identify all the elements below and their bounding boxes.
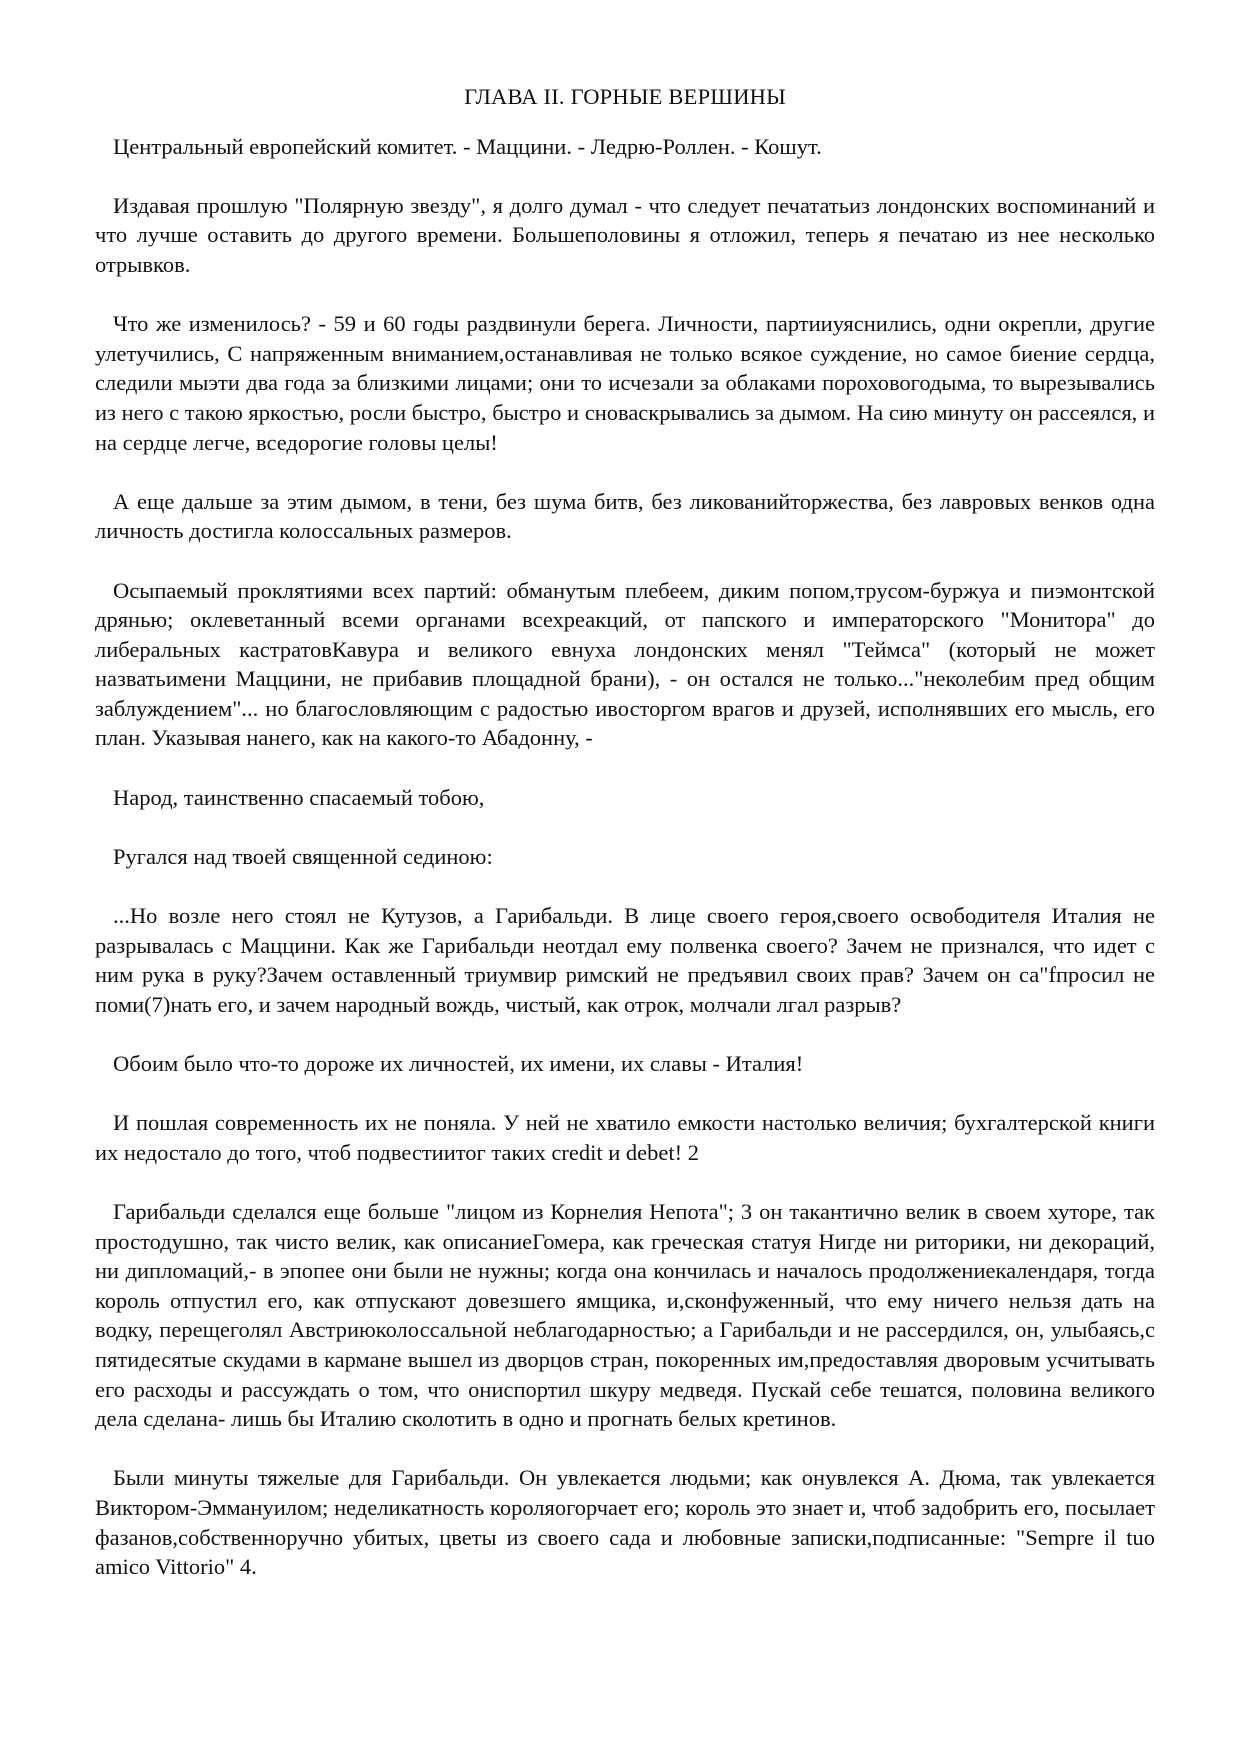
paragraph: Осыпаемый проклятиями всех партий: обманутым плебеем, диким попом,трусом-буржуа и пиэмонтской дрянью; оклеветанный всеми органами всехреакций, от папского и императорского "Монитора" до либеральных кастратовКавура и великого евнуха лондонских менял "Теймса" (который не может назватьимени Маццини, не прибавив площадной брани), - он остался не только..."неколебим пред общим заблуждением"... но благословляющим с радостью ивосторгом врагов и друзей, исполнявших его мысль, его план. Указывая нанего, как на какого-то Абадонну, - [95, 577, 1155, 751]
chapter-title: ГЛАВА II. ГОРНЫЕ ВЕРШИНЫ [464, 84, 786, 109]
verse-line: Ругался над твоей священной сединою: [113, 843, 493, 869]
paragraph: Обоим было что-то дороже их личностей, их имени, их славы - Италия! [113, 1051, 804, 1076]
paragraph: Гарибальди сделался еще больше "лицом из Корнелия Непота"; 3 он такантично велик в своем хуторе, так простодушно, так чисто велик, как описаниеГомера, как греческая статуя Нигде ни риторики, ни декораций, ни дипломаций,- в эпопее они были не нужны; когда она кончилась и началось продолжениекалендаря, тогда король отпустил его, как отпускают довезшего ямщика, и,сконфуженный, что ему ничего нельзя дать на водку, перещеголял Австриюколоссальной неблагодарностью; а Гарибальди и не рассердился, он, улыбаясь,с пятидесятые скудами в кармане вышел из дворцов стран, покоренных им,предоставляя дворовым усчитывать его расходы и рассуждать о том, что ониспортил шкуру медведя. Пускай себе тешатся, половина великого дела сделана- лишь бы Италию сколотить в одно и прогнать белых кретинов. [95, 1198, 1155, 1432]
document-page [95, 82, 1155, 1582]
paragraph: Были минуты тяжелые для Гарибальди. Он увлекается людьми; как онувлекся А. Дюма, так увлекается Виктором-Эммануилом; неделикатность короляогорчает его; король это знает и, чтоб задобрить его, посылает фазанов,собственноручно убитых, цветы из своего сада и любовные записки,подписанные: "Sempre il tuo amico Vittorio" 4. [95, 1465, 1155, 1580]
paragraph: Что же изменилось? - 59 и 60 годы раздвинули берега. Личности, партииуяснились, одни окрепли, другие улетучились, С напряженным вниманием,останавливая не только всякое суждение, но самое биение сердца, следили мыэти два года за близкими лицами; они то исчезали за облаками пороховогодыма, то вырезывались из него с такою яркостью, росли быстро, быстро и сноваскрывались за дымом. На сию минуту он рассеялся, и на сердце легче, вседорогие головы целы! [95, 311, 1155, 455]
paragraph-subtitle: Центральный европейский комитет. - Маццини. - Ледрю-Роллен. - Кошут. [113, 133, 822, 159]
verse-line: Народ, таинственно спасаемый тобою, [113, 784, 485, 810]
paragraph: И пошлая современность их не поняла. У ней не хватило емкости настолько величия; бухгалтерской книги их недостало до того, чтоб подвестиитог таких credit и debet! 2 [95, 1110, 1155, 1165]
paragraph: Издавая прошлую "Полярную звезду", я долго думал - что следует печататьиз лондонских воспоминаний и что лучше оставить до другого времени. Большеполовины я отложил, теперь я печатаю из нее несколько отрывков. [95, 192, 1155, 277]
paragraph: А еще дальше за этим дымом, в тени, без шума битв, без ликованийторжества, без лавровых венков одна личность достигла колоссальных размеров. [95, 488, 1155, 544]
paragraph: ...Но возле него стоял не Кутузов, а Гарибальди. В лице своего героя,своего освободителя Италия не разрывалась с Маццини. Как же Гарибальди неотдал ему полвенка своего? Зачем не признался, что идет с ним рука в руку?Зачем оставленный триумвир римский не предъявил своих прав? Зачем он са"fпросил не поми(7)нать его, и зачем народный вождь, чистый, как отрок, молчали лгал разрыв? [95, 903, 1155, 1017]
